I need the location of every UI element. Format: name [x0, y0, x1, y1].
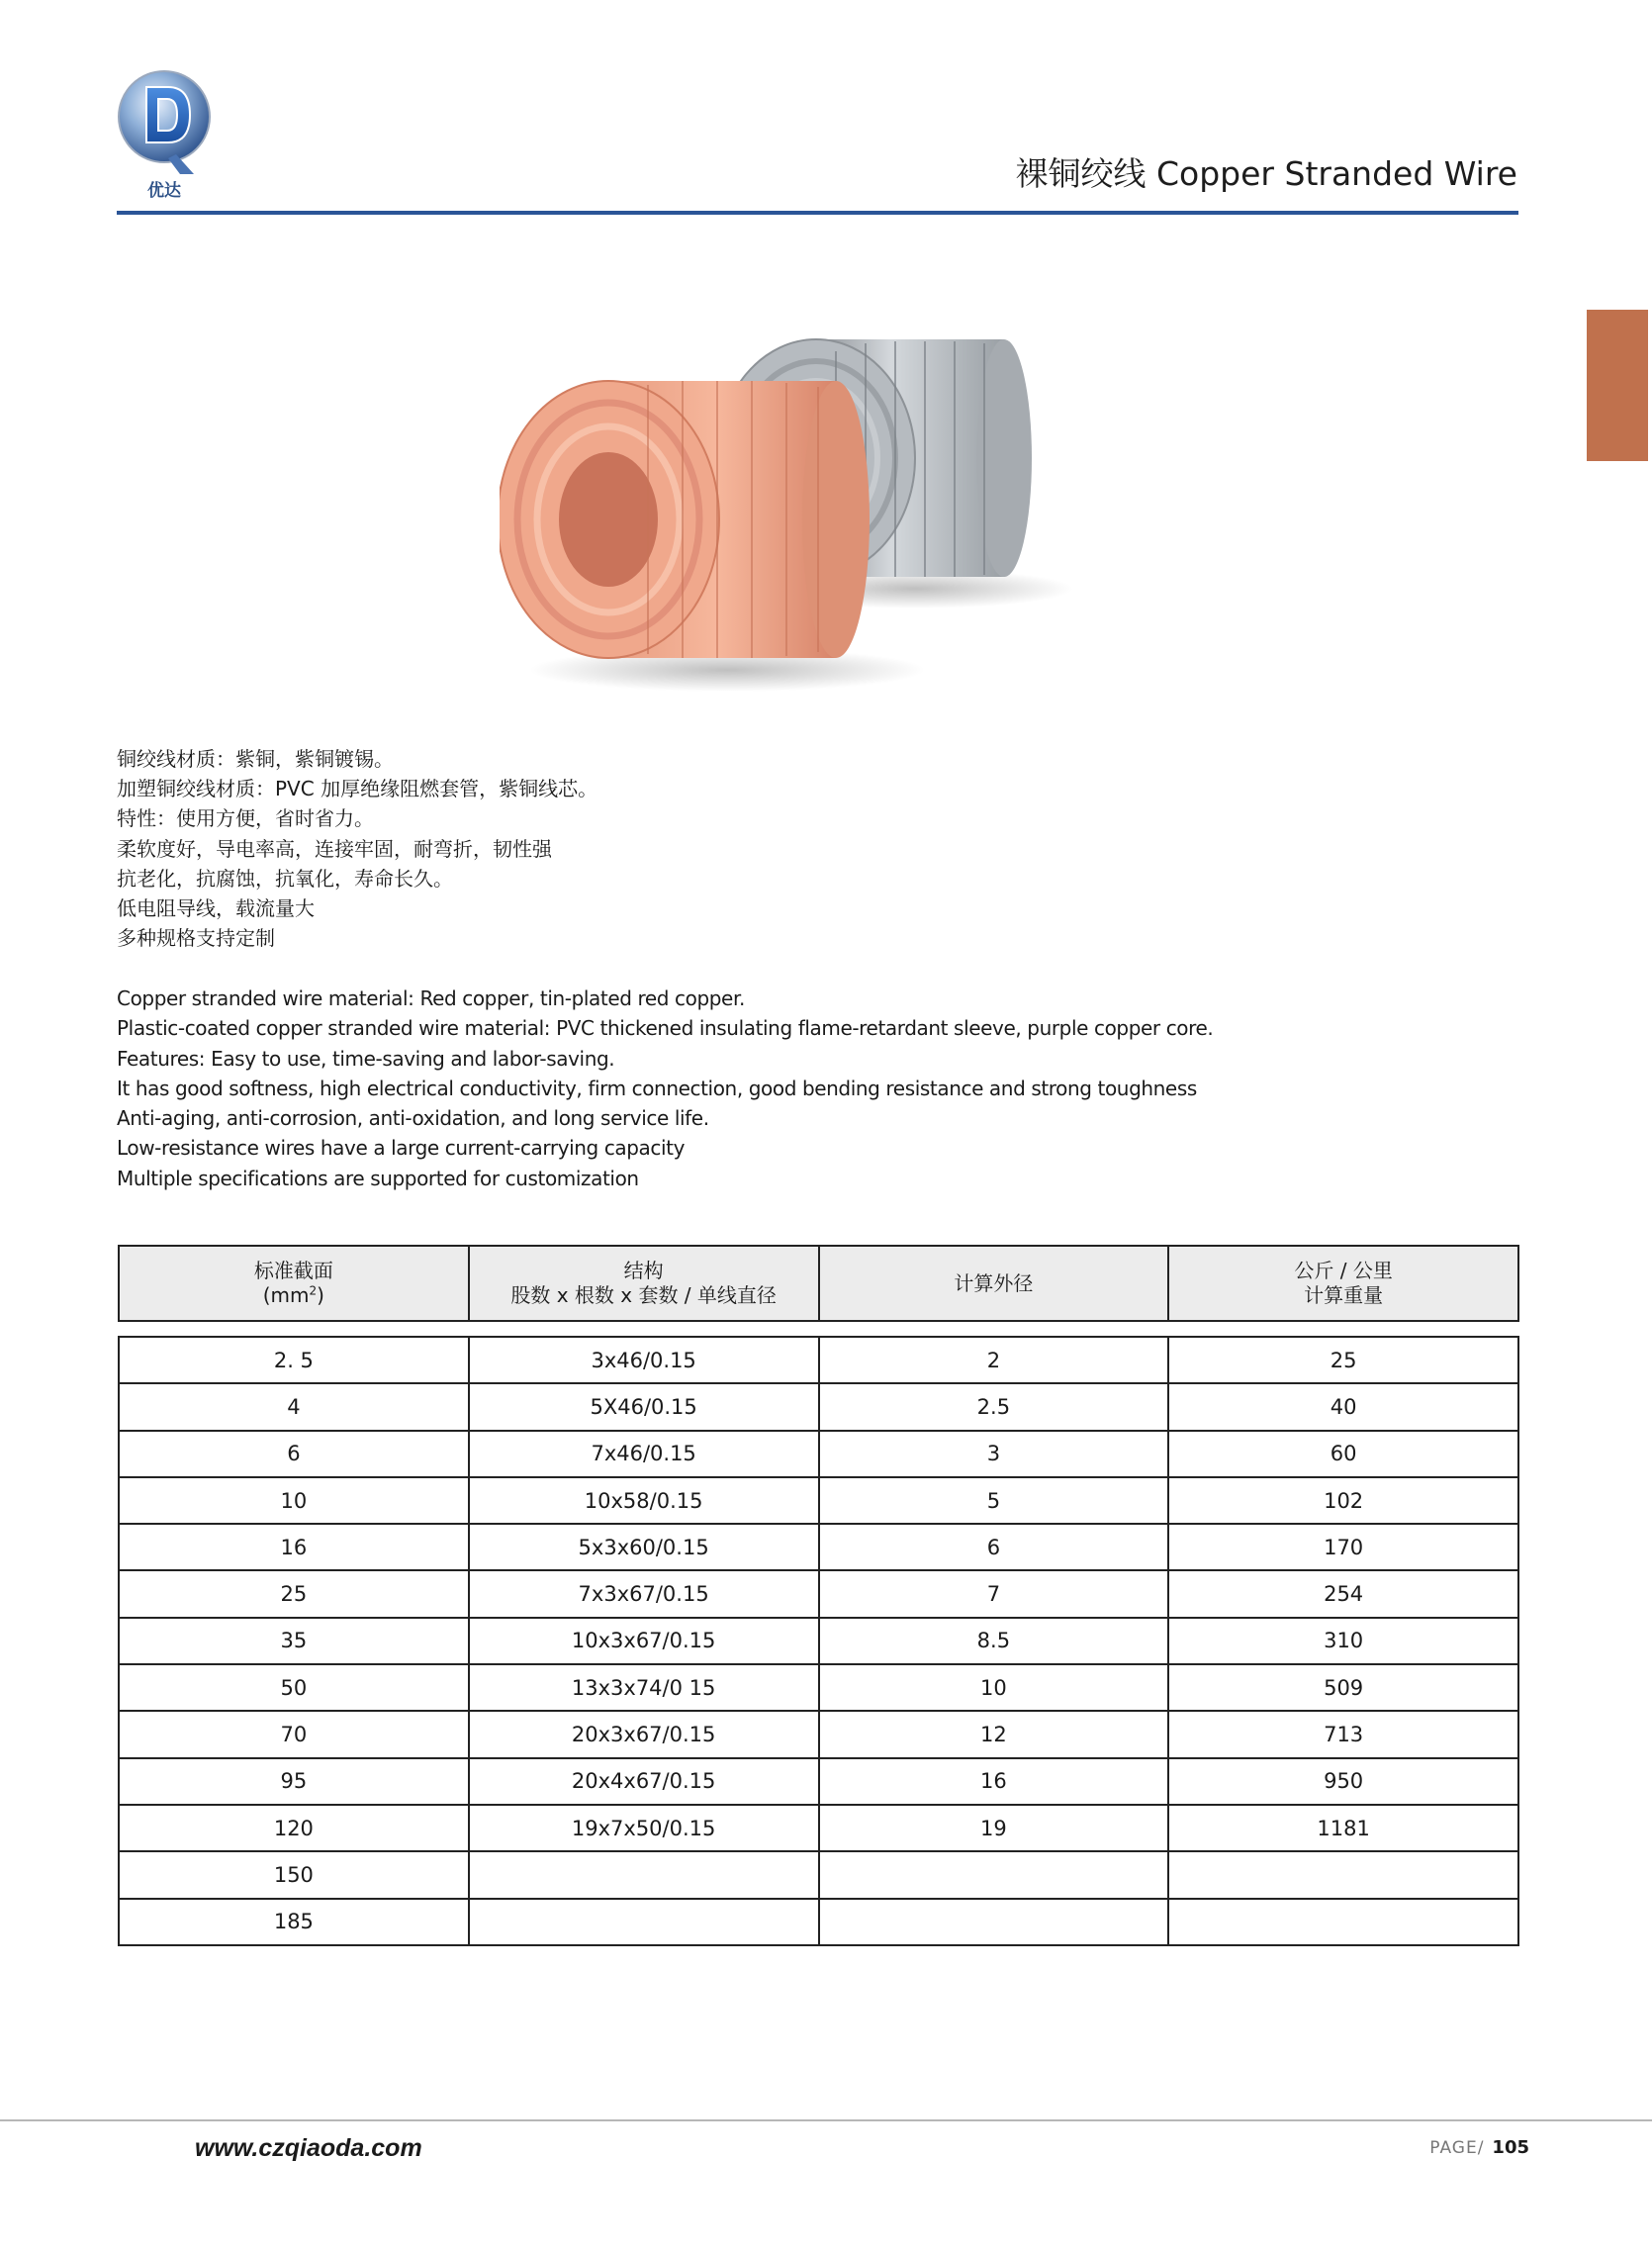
description-chinese — [117, 744, 1403, 953]
table-cell — [1169, 1900, 1517, 1944]
table-cell: 25 — [120, 1571, 470, 1616]
table-cell — [820, 1852, 1170, 1897]
table-cell: 10 — [820, 1665, 1170, 1710]
page-number — [1429, 2137, 1529, 2158]
table-row — [120, 1619, 1517, 1665]
description-line: Features: Easy to use, time-saving and labor-saving. — [117, 1046, 615, 1071]
table-cell — [470, 1852, 820, 1897]
column-header-weight: 公斤 / 公里 计算重量 — [1294, 1259, 1393, 1307]
table-cell: 185 — [120, 1900, 470, 1944]
table-cell: 40 — [1330, 1394, 1357, 1419]
product-photo-wire-coils — [500, 282, 1113, 698]
table-cell: 70 — [120, 1712, 470, 1756]
table-cell — [470, 1900, 820, 1944]
table-cell: 10 — [120, 1478, 470, 1523]
table-cell: 19x7x50/0.15 — [470, 1806, 820, 1850]
table-row — [120, 1525, 1517, 1571]
table-cell: 7 — [820, 1571, 1170, 1616]
table-row — [120, 1571, 1517, 1618]
footer-divider — [0, 2119, 1652, 2121]
table-cell: 25 — [1330, 1348, 1357, 1372]
description-line: 加塑铜绞线材质：PVC 加厚绝缘阻燃套管，紫铜线芯。 — [117, 777, 598, 801]
page-label: PAGE/ — [1429, 2138, 1485, 2158]
table-cell: 1181 — [1317, 1816, 1370, 1840]
table-cell: 170 — [1324, 1535, 1364, 1559]
table-cell: 50 — [120, 1665, 470, 1710]
table-cell: 5X46/0.15 — [470, 1384, 820, 1429]
column-header-outer-diameter: 计算外径 — [820, 1247, 1170, 1320]
table-cell: 60 — [1330, 1442, 1357, 1466]
table-cell: 20x3x67/0.15 — [470, 1712, 820, 1756]
description-line: Low-resistance wires have a large current-carrying capacity — [117, 1136, 686, 1161]
table-cell: 16 — [820, 1759, 1170, 1804]
table-cell: 310 — [1324, 1629, 1364, 1653]
table-cell: 254 — [1324, 1582, 1364, 1607]
table-cell: 20x4x67/0.15 — [470, 1759, 820, 1804]
table-cell: 7x3x67/0.15 — [470, 1571, 820, 1616]
table-row — [120, 1478, 1517, 1525]
description-line: 铜绞线材质：紫铜，紫铜镀锡。 — [117, 747, 394, 771]
table-cell: 3x46/0.15 — [470, 1338, 820, 1382]
description-line: Copper stranded wire material: Red copper, tin-plated red copper. — [117, 986, 745, 1010]
table-cell: 10x58/0.15 — [470, 1478, 820, 1523]
table-body — [118, 1336, 1519, 1946]
table-cell: 95 — [120, 1759, 470, 1804]
table-cell — [820, 1900, 1170, 1944]
table-cell: 4 — [120, 1384, 470, 1429]
table-cell: 6 — [820, 1525, 1170, 1569]
table-cell: 5x3x60/0.15 — [470, 1525, 820, 1569]
table-cell: 16 — [120, 1525, 470, 1569]
column-header-structure: 结构 股数 x 根数 x 套数 / 单线直径 — [470, 1247, 820, 1320]
header-divider — [117, 211, 1518, 215]
table-cell: 2.5 — [820, 1384, 1170, 1429]
table-cell: 120 — [120, 1806, 470, 1850]
table-cell: 10x3x67/0.15 — [470, 1619, 820, 1663]
table-cell: 8.5 — [820, 1619, 1170, 1663]
table-cell: 13x3x74/0 15 — [470, 1665, 820, 1710]
table-cell: 12 — [820, 1712, 1170, 1756]
table-cell: 35 — [120, 1619, 470, 1663]
description-line: Plastic-coated copper stranded wire material: PVC thickened insulating flame-retardant sleeve, purple copper core. — [117, 1016, 1214, 1041]
description-line: 抗老化，抗腐蚀，抗氧化，寿命长久。 — [117, 866, 453, 891]
table-cell: 2. 5 — [120, 1338, 470, 1382]
description-line: It has good softness, high electrical conductivity, firm connection, good bending resistance and strong toughness — [117, 1076, 1197, 1100]
description-line: Anti-aging, anti-corrosion, anti-oxidation, and long service life. — [117, 1106, 709, 1131]
column-header-cross-section: 标准截面 $(mm^2)$ — [120, 1247, 470, 1320]
table-row — [120, 1806, 1517, 1852]
table-header — [118, 1245, 1519, 1322]
table-row — [120, 1432, 1517, 1478]
table-cell: 509 — [1324, 1675, 1364, 1700]
description-line: Multiple specifications are supported for customization — [117, 1166, 639, 1190]
table-cell: 5 — [820, 1478, 1170, 1523]
page-value: 105 — [1492, 2137, 1529, 2158]
description-line: 多种规格支持定制 — [117, 926, 275, 951]
table-cell: 150 — [120, 1852, 470, 1897]
table-row — [120, 1712, 1517, 1758]
table-row — [120, 1384, 1517, 1431]
description-line: 低电阻导线，载流量大 — [117, 896, 315, 921]
footer-website-link[interactable]: www.czqiaoda.com — [195, 2134, 422, 2162]
logo-caption: 优达 — [147, 181, 181, 201]
specification-table — [118, 1245, 1519, 1946]
table-cell: 950 — [1324, 1769, 1364, 1794]
description-line: 特性：使用方便，省时省力。 — [117, 806, 374, 831]
table-cell: 102 — [1324, 1488, 1364, 1513]
table-row — [120, 1759, 1517, 1806]
section-tab-marker — [1587, 310, 1648, 461]
table-cell: 7x46/0.15 — [470, 1432, 820, 1476]
table-row — [120, 1338, 1517, 1384]
table-cell: 3 — [820, 1432, 1170, 1476]
table-cell: 6 — [120, 1432, 470, 1476]
page-title: 裸铜绞线 Copper Stranded Wire — [1015, 154, 1517, 193]
table-row — [120, 1852, 1517, 1899]
table-row — [120, 1665, 1517, 1712]
table-cell: 19 — [820, 1806, 1170, 1850]
table-cell: 713 — [1324, 1723, 1364, 1747]
description-english — [117, 984, 1521, 1193]
table-cell: 2 — [820, 1338, 1170, 1382]
table-row — [120, 1900, 1517, 1946]
description-line: 柔软度好，导电率高，连接牢固，耐弯折，韧性强 — [117, 836, 552, 861]
table-cell — [1169, 1852, 1517, 1897]
